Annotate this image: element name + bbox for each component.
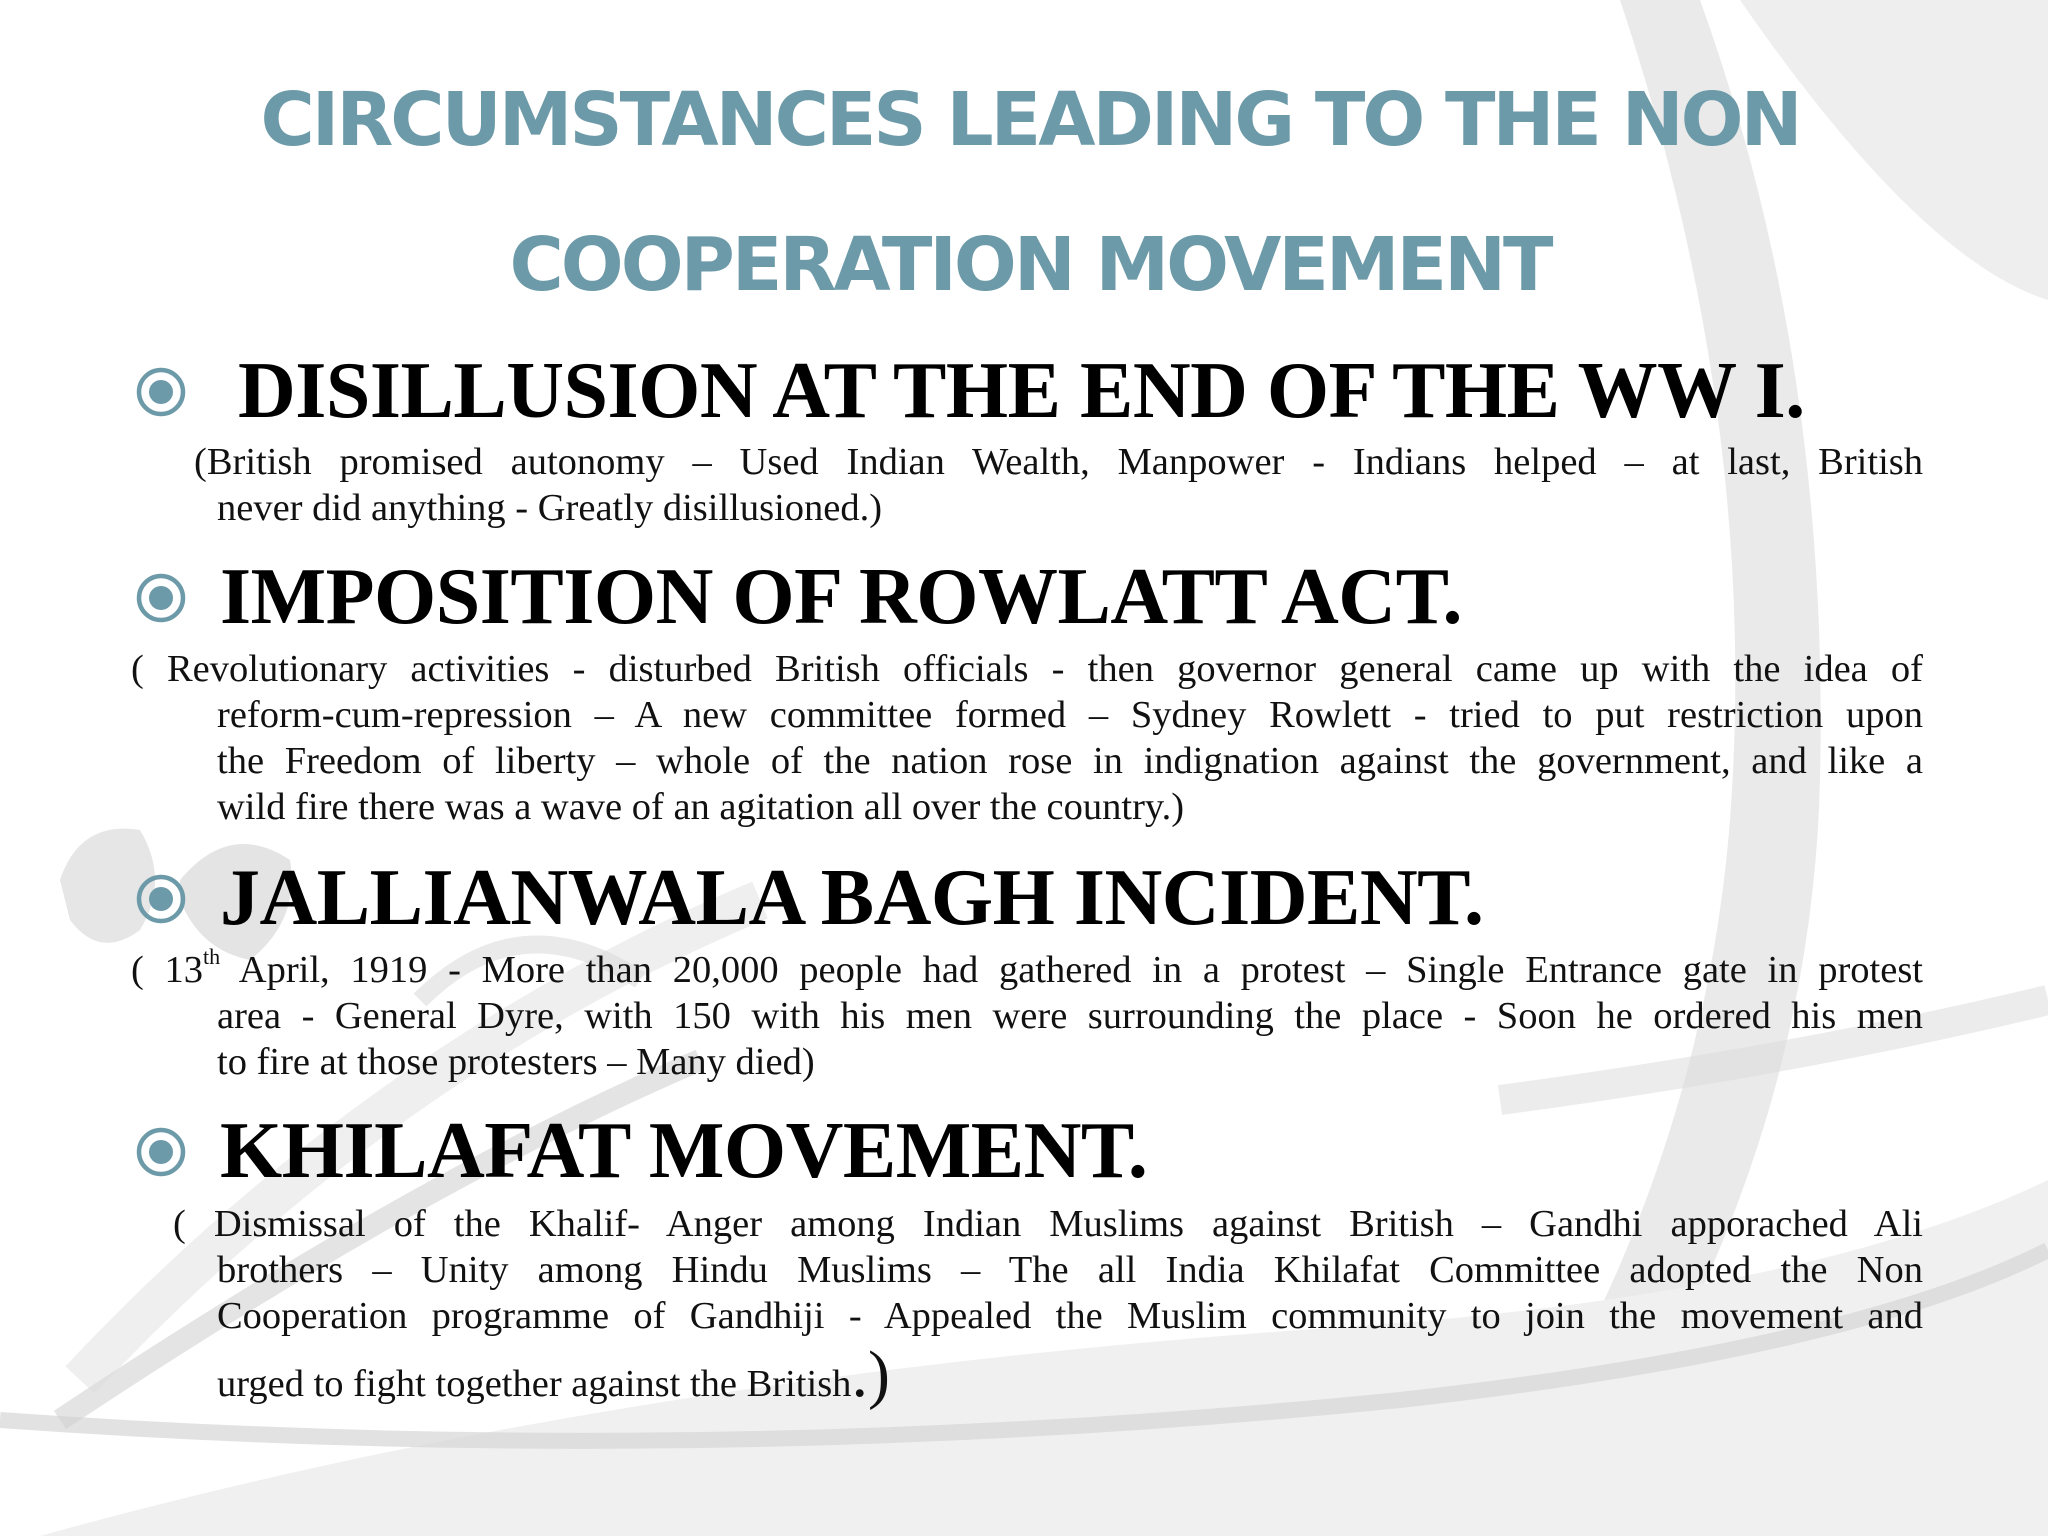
body-line [131,1338,1923,1411]
heading-text: IMPOSITION OF ROWLATT ACT. [220,553,1462,641]
ordinal-suffix: th [203,944,221,970]
date-prefix: ( 13 [131,949,204,991]
body-line [131,944,1924,993]
body-line: wild fire there was a wave of an agitation all over the country.) [217,786,1185,828]
title-line-1: CIRCUMSTANCES LEADING TO THE NON [260,77,1800,163]
body-line: ( Revolutionary activities - disturbed British officials - then governor general came up with the idea of [131,648,1923,690]
body-line: never did anything - Greatly disillusioned.) [217,487,883,529]
section-body-rowlatt [131,646,1923,830]
body-line: (British promised autonomy – Used Indian Wealth, Manpower - Indians helped – at last, British [194,441,1923,483]
body-line: to fire at those protesters – Many died) [217,1041,815,1083]
slide-title [180,48,1880,338]
body-line: the Freedom of liberty – whole of the nation rose in indignation against the government, and like a [217,740,1923,782]
section-body-disillusion [131,439,1923,531]
title-line-2: COOPERATION MOVEMENT [509,222,1551,308]
section-heading-khilafat [134,1106,1147,1197]
circled-dot-icon [134,872,188,926]
heading-text: JALLIANWALA BAGH INCIDENT. [220,854,1484,942]
body-line: ( Dismissal of the Khalif- Anger among Indian Muslims against British – Gandhi apporached Ali [173,1203,1923,1245]
body-line: reform-cum-repression – A new committee formed – Sydney Rowlett - tried to put restriction upon [217,694,1923,736]
section-body-khilafat [131,1201,1923,1411]
line-text: April, 1919 - More than 20,000 people had gathered in a protest – Single Entrance gate in protest [220,949,1924,991]
circled-dot-icon [134,571,188,625]
heading-text: KHILAFAT MOVEMENT. [220,1107,1148,1195]
circled-dot-icon [134,365,188,419]
section-body-jallianwala [131,944,1924,1085]
closing-paren: .) [851,1338,890,1411]
section-heading-disillusion [134,346,1805,437]
body-line: area - General Dyre, with 150 with his men were surrounding the place - Soon he ordered his men [217,995,1923,1037]
section-heading-jallianwala [134,853,1484,944]
line-text: urged to fight together against the British [217,1363,852,1405]
circled-dot-icon [134,1125,188,1179]
heading-text: DISILLUSION AT THE END OF THE WW I. [238,347,1805,435]
body-line: brothers – Unity among Hindu Muslims – The all India Khilafat Committee adopted the Non [217,1249,1923,1291]
section-heading-rowlatt [134,552,1462,643]
body-line: Cooperation programme of Gandhiji - Appealed the Muslim community to join the movement and [217,1295,1923,1337]
